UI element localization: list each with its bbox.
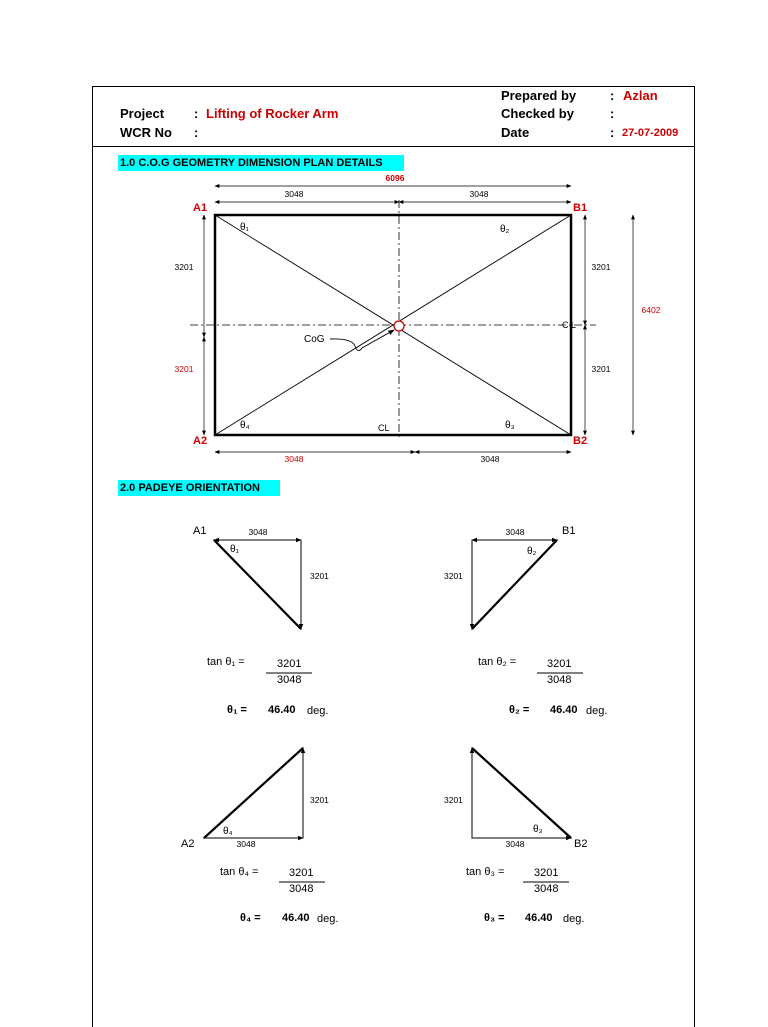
wcr-colon: :: [194, 125, 199, 140]
project-label: Project: [120, 106, 165, 121]
tri4-theta: θ₃: [533, 824, 543, 835]
triangle-a1: [193, 525, 329, 629]
result4-unit: deg.: [317, 913, 339, 925]
corner-a1: A1: [193, 202, 208, 214]
tri3-theta: θ₄: [223, 826, 233, 837]
result1-label: θ₁ =: [227, 704, 247, 716]
dim-left-top: 3201: [174, 262, 194, 272]
section1-title: 1.0 C.O.G GEOMETRY DIMENSION PLAN DETAILS: [118, 155, 404, 171]
wcr-label: WCR No: [120, 125, 172, 140]
result3-value: 46.40: [525, 912, 553, 924]
corner-b2: B2: [573, 435, 588, 447]
cl-label-bottom: CL: [378, 423, 390, 433]
dim-total-height: 6402: [641, 305, 661, 315]
prepared-colon: :: [610, 88, 615, 103]
tan2-num: 3201: [547, 658, 572, 670]
tri3-horiz: 3048: [236, 839, 256, 849]
tan4-num: 3201: [289, 867, 314, 879]
tan1-num: 3201: [277, 658, 302, 670]
result2-value: 46.40: [550, 704, 578, 716]
corner-b1: B1: [573, 202, 588, 214]
date-value: 27-07-2009: [622, 127, 679, 139]
cog-marker: [394, 321, 404, 331]
result4-label: θ₄ =: [240, 912, 261, 924]
prepared-label: Prepared by: [501, 88, 577, 103]
tan1-den: 3048: [277, 674, 302, 686]
triangle-a2: [181, 748, 329, 850]
tan2-label: tan θ₂ =: [478, 656, 517, 668]
tri1-theta: θ₁: [230, 544, 239, 555]
tri4-corner: B2: [574, 838, 588, 850]
project-value: Lifting of Rocker Arm: [206, 106, 339, 121]
cl-label-side: C L: [562, 320, 577, 330]
tri2-theta: θ₂: [527, 546, 537, 557]
tan1-label: tan θ₁ =: [207, 656, 245, 668]
cog-plan-diagram: [175, 173, 661, 464]
tri2-horiz: 3048: [505, 527, 525, 537]
triangle-b1: [444, 525, 575, 629]
result4-value: 46.40: [282, 912, 310, 924]
checked-label: Checked by: [501, 106, 574, 121]
section2-title: 2.0 PADEYE ORIENTATION: [118, 480, 280, 496]
dim-right-bottom: 3201: [591, 364, 611, 374]
dim-total-width: 6096: [385, 173, 405, 183]
tri4-vert: 3201: [444, 795, 463, 805]
tri1-corner: A1: [193, 525, 207, 537]
dim-right-top: 3201: [591, 262, 611, 272]
project-colon: :: [194, 106, 199, 121]
plan-theta3: θ₃: [505, 420, 515, 431]
result3-label: θ₃ =: [484, 912, 505, 924]
result2-unit: deg.: [586, 705, 608, 717]
tri3-vert: 3201: [310, 795, 329, 805]
dim-top-right: 3048: [469, 189, 489, 199]
tan2-den: 3048: [547, 674, 572, 686]
date-colon: :: [610, 125, 615, 140]
triangle-b2: [444, 748, 587, 850]
tan3-label: tan θ₃ =: [466, 866, 505, 878]
dim-top-left: 3048: [284, 189, 304, 199]
dim-bottom-right: 3048: [480, 454, 500, 464]
tan3-den: 3048: [534, 883, 559, 895]
dim-left-bottom: 3201: [174, 364, 194, 374]
tan3-num: 3201: [534, 867, 559, 879]
tri2-vert: 3201: [444, 571, 463, 581]
result3-unit: deg.: [563, 913, 585, 925]
prepared-value: Azlan: [623, 88, 658, 103]
date-label: Date: [501, 125, 530, 140]
corner-a2: A2: [193, 435, 208, 447]
cog-leader: [330, 330, 394, 351]
result1-unit: deg.: [307, 705, 329, 717]
tan4-label: tan θ₄ =: [220, 866, 259, 878]
tri1-horiz: 3048: [248, 527, 268, 537]
dim-bottom-left: 3048: [284, 454, 304, 464]
tri4-horiz: 3048: [505, 839, 525, 849]
tri3-corner: A2: [181, 838, 195, 850]
result2-label: θ₂ =: [509, 704, 530, 716]
tri1-vert: 3201: [310, 571, 329, 581]
checked-colon: :: [610, 106, 615, 121]
cog-label: CoG: [304, 334, 325, 345]
tri2-corner: B1: [562, 525, 576, 537]
result1-value: 46.40: [268, 704, 296, 716]
plan-theta4: θ₄: [240, 420, 250, 431]
plan-theta1: θ₁: [240, 222, 249, 233]
plan-theta2: θ₂: [500, 224, 510, 235]
tan4-den: 3048: [289, 883, 314, 895]
